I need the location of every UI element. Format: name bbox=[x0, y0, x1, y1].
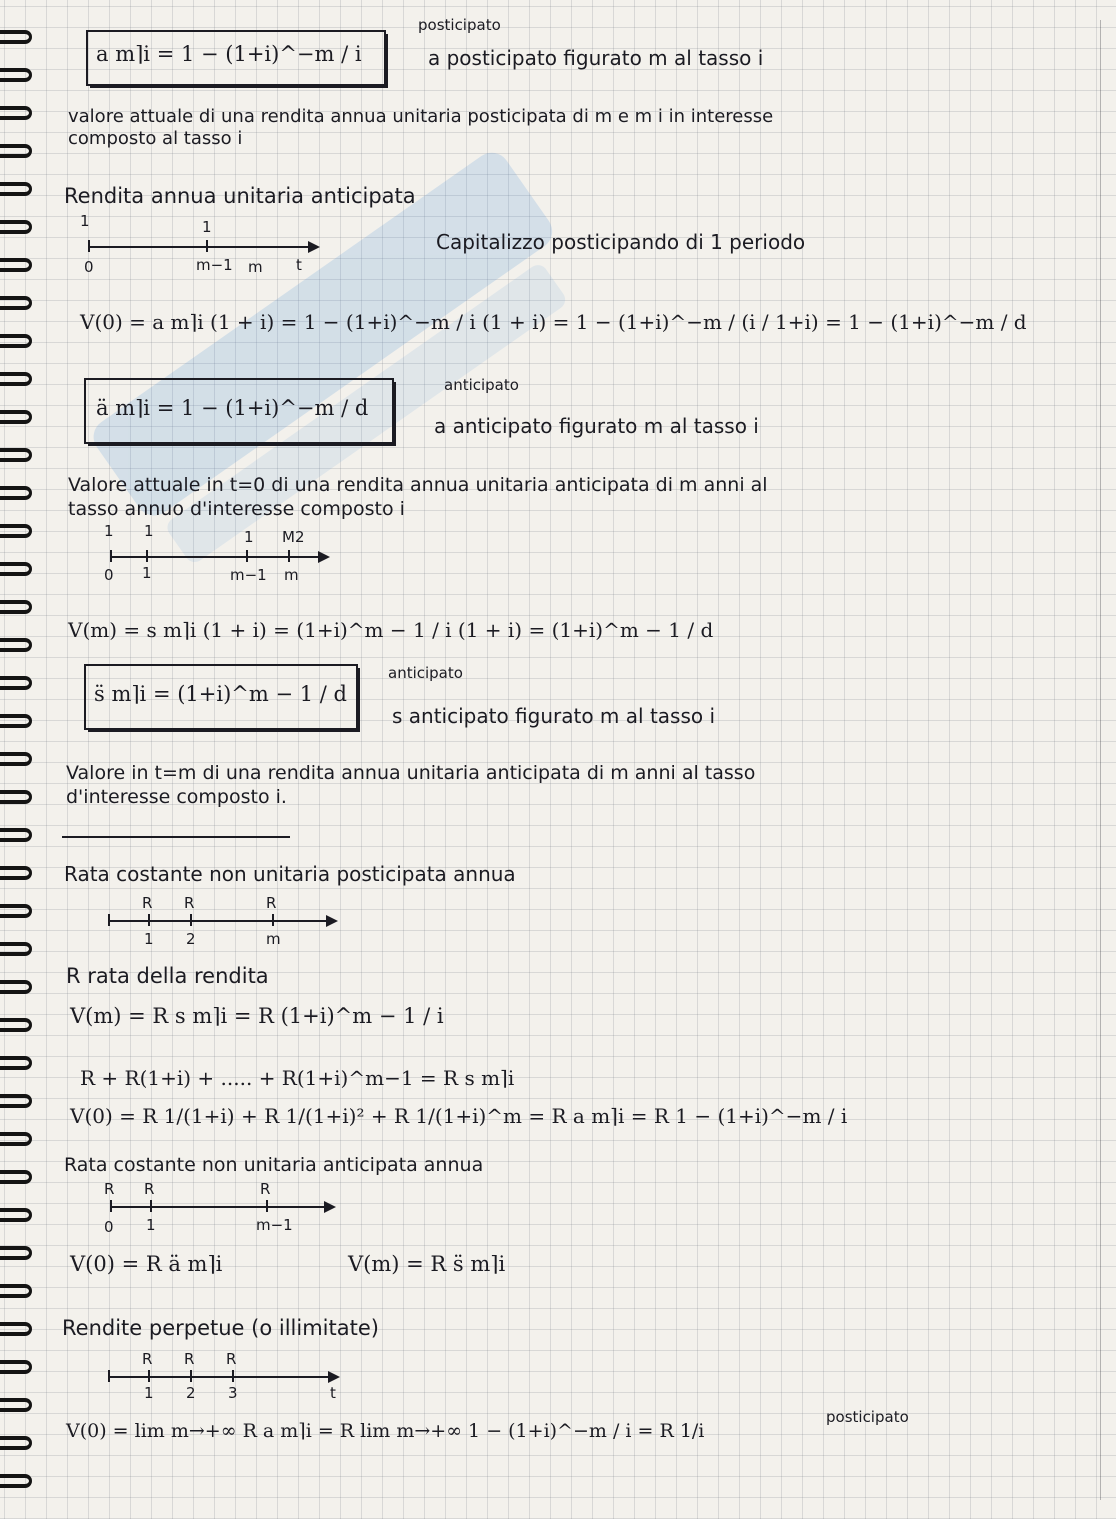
tl2-bottom-1: 1 bbox=[142, 564, 152, 582]
tl3-rate-1: R bbox=[184, 894, 195, 912]
formula-a-anticipato: ä m⌉i = 1 − (1+i)^−m / d bbox=[96, 396, 369, 420]
tl5-bottom-2: 3 bbox=[228, 1384, 238, 1402]
spiral-ring bbox=[0, 182, 32, 196]
tl1-bottom-1: m−1 bbox=[196, 256, 233, 274]
spiral-ring bbox=[0, 1018, 32, 1032]
note-capitalizzo: Capitalizzo posticipando di 1 periodo bbox=[436, 230, 806, 254]
tl4-bottom-2: m−1 bbox=[256, 1216, 293, 1234]
tl3-bottom-0: 1 bbox=[144, 930, 154, 948]
tl2-bottom-2: m−1 bbox=[230, 566, 267, 584]
tl1-bottom-0: 0 bbox=[84, 258, 94, 276]
spiral-ring bbox=[0, 942, 32, 956]
spiral-ring bbox=[0, 220, 32, 234]
spiral-ring bbox=[0, 828, 32, 842]
spiral-ring bbox=[0, 258, 32, 272]
para3-line2: d'interesse composto i. bbox=[66, 786, 287, 808]
desc-a-anticipato: a anticipato figurato m al tasso i bbox=[434, 414, 759, 438]
spiral-ring bbox=[0, 448, 32, 462]
tl1-top-0: 1 bbox=[80, 212, 90, 230]
para1-line1: valore attuale di una rendita annua unitaria posticipata di m e m i in interesse bbox=[68, 106, 774, 127]
equation-vm-rata-anticipata: V(m) = R s̈ m⌉i bbox=[348, 1252, 506, 1276]
desc-a-posticipato: a posticipato figurato m al tasso i bbox=[428, 46, 764, 70]
spiral-ring bbox=[0, 1360, 32, 1374]
tl5-bottom-3: t bbox=[330, 1384, 336, 1402]
spiral-ring bbox=[0, 106, 32, 120]
para1-line2: composto al tasso i bbox=[68, 128, 243, 149]
spiral-ring bbox=[0, 600, 32, 614]
tl5-rate-2: R bbox=[226, 1350, 237, 1368]
tl5-bottom-1: 2 bbox=[186, 1384, 196, 1402]
section-title-rata-posticipata: Rata costante non unitaria posticipata annua bbox=[64, 862, 516, 886]
spiral-ring bbox=[0, 1436, 32, 1450]
tl3-rate-0: R bbox=[142, 894, 153, 912]
spiral-ring bbox=[0, 1208, 32, 1222]
tl4-rate-1: R bbox=[144, 1180, 155, 1198]
spiral-ring bbox=[0, 866, 32, 880]
spiral-ring bbox=[0, 1056, 32, 1070]
spiral-ring bbox=[0, 334, 32, 348]
tl3-bottom-1: 2 bbox=[186, 930, 196, 948]
spiral-ring bbox=[0, 372, 32, 386]
tag-posticipato: posticipato bbox=[418, 16, 501, 34]
page-edge bbox=[1100, 20, 1101, 1500]
spiral-ring bbox=[0, 676, 32, 690]
tl2-bottom-3: m bbox=[284, 566, 299, 584]
spiral-ring bbox=[0, 1170, 32, 1184]
tl1-bottom-2: m bbox=[248, 258, 263, 276]
spiral-ring bbox=[0, 1246, 32, 1260]
tag-anticipato-1: anticipato bbox=[444, 376, 519, 394]
equation-v0-rata: V(0) = R 1/(1+i) + R 1/(1+i)² + R 1/(1+i)^m = R a m⌉i = R 1 − (1+i)^−m / i bbox=[70, 1104, 848, 1128]
spiral-ring bbox=[0, 524, 32, 538]
spiral-ring bbox=[0, 562, 32, 576]
equation-vm-rata: V(m) = R s m⌉i = R (1+i)^m − 1 / i bbox=[70, 1004, 444, 1028]
tl5-rate-0: R bbox=[142, 1350, 153, 1368]
tl1-top-1: 1 bbox=[202, 218, 212, 236]
tl2-top-1: 1 bbox=[144, 522, 154, 540]
spiral-ring bbox=[0, 410, 32, 424]
tl4-bottom-1: 1 bbox=[146, 1216, 156, 1234]
spiral-ring bbox=[0, 980, 32, 994]
tl5-bottom-0: 1 bbox=[144, 1384, 154, 1402]
tl2-top-2: 1 bbox=[244, 528, 254, 546]
para3-line1: Valore in t=m di una rendita annua unitaria anticipata di m anni al tasso bbox=[66, 762, 756, 784]
spiral-ring bbox=[0, 486, 32, 500]
spiral-ring bbox=[0, 296, 32, 310]
equation-vm-anticipata: V(m) = s m⌉i (1 + i) = (1+i)^m − 1 / i (1 + i) = (1+i)^m − 1 / d bbox=[68, 618, 714, 642]
spiral-ring bbox=[0, 714, 32, 728]
equation-v0-anticipata: V(0) = a m⌉i (1 + i) = 1 − (1+i)^−m / i (1 + i) = 1 − (1+i)^−m / (i / 1+i) = 1 − (1+i)^−m / d bbox=[80, 310, 1027, 334]
spiral-ring bbox=[0, 1398, 32, 1412]
tl4-bottom-0: 0 bbox=[104, 1218, 114, 1236]
para2-line2: tasso annuo d'interesse composto i bbox=[68, 498, 405, 520]
label-rata-rendita: R rata della rendita bbox=[66, 964, 269, 988]
formula-s-anticipato: s̈ m⌉i = (1+i)^m − 1 / d bbox=[94, 682, 347, 706]
spiral-ring bbox=[0, 790, 32, 804]
equation-v0-rata-anticipata: V(0) = R ä m⌉i bbox=[70, 1252, 223, 1276]
spiral-binding bbox=[0, 0, 40, 1519]
tl2-bottom-0: 0 bbox=[104, 566, 114, 584]
spiral-ring bbox=[0, 1094, 32, 1108]
section-title-rendite-perpetue: Rendite perpetue (o illimitate) bbox=[62, 1316, 379, 1340]
tag-posticipato-perpetua: posticipato bbox=[826, 1408, 909, 1426]
spiral-ring bbox=[0, 904, 32, 918]
spiral-ring bbox=[0, 1322, 32, 1336]
spiral-ring bbox=[0, 1284, 32, 1298]
tag-anticipato-2: anticipato bbox=[388, 664, 463, 682]
spiral-ring bbox=[0, 752, 32, 766]
tl4-rate-2: R bbox=[260, 1180, 271, 1198]
tl1-bottom-3: t bbox=[296, 256, 302, 274]
tl3-rate-2: R bbox=[266, 894, 277, 912]
tl2-top-3: M2 bbox=[282, 528, 305, 546]
equation-sum-rata: R + R(1+i) + ..... + R(1+i)^m−1 = R s m⌉i bbox=[80, 1066, 515, 1090]
section-separator bbox=[62, 836, 290, 838]
para2-line1: Valore attuale in t=0 di una rendita annua unitaria anticipata di m anni al bbox=[68, 474, 768, 496]
section-title-rata-anticipata: Rata costante non unitaria anticipata annua bbox=[64, 1154, 484, 1176]
spiral-ring bbox=[0, 1132, 32, 1146]
tl3-bottom-2: m bbox=[266, 930, 281, 948]
spiral-ring bbox=[0, 1474, 32, 1488]
spiral-ring bbox=[0, 68, 32, 82]
spiral-ring bbox=[0, 144, 32, 158]
equation-v0-perpetua: V(0) = lim m→+∞ R a m⌉i = R lim m→+∞ 1 − (1+i)^−m / i = R 1/i bbox=[66, 1420, 705, 1442]
spiral-ring bbox=[0, 638, 32, 652]
tl5-rate-1: R bbox=[184, 1350, 195, 1368]
formula-a-posticipato: a m⌉i = 1 − (1+i)^−m / i bbox=[96, 42, 362, 66]
tl4-rate-0: R bbox=[104, 1180, 115, 1198]
desc-s-anticipato: s anticipato figurato m al tasso i bbox=[392, 704, 716, 728]
spiral-ring bbox=[0, 30, 32, 44]
tl2-top-0: 1 bbox=[104, 522, 114, 540]
section-title-rendita-anticipata: Rendita annua unitaria anticipata bbox=[64, 184, 416, 208]
